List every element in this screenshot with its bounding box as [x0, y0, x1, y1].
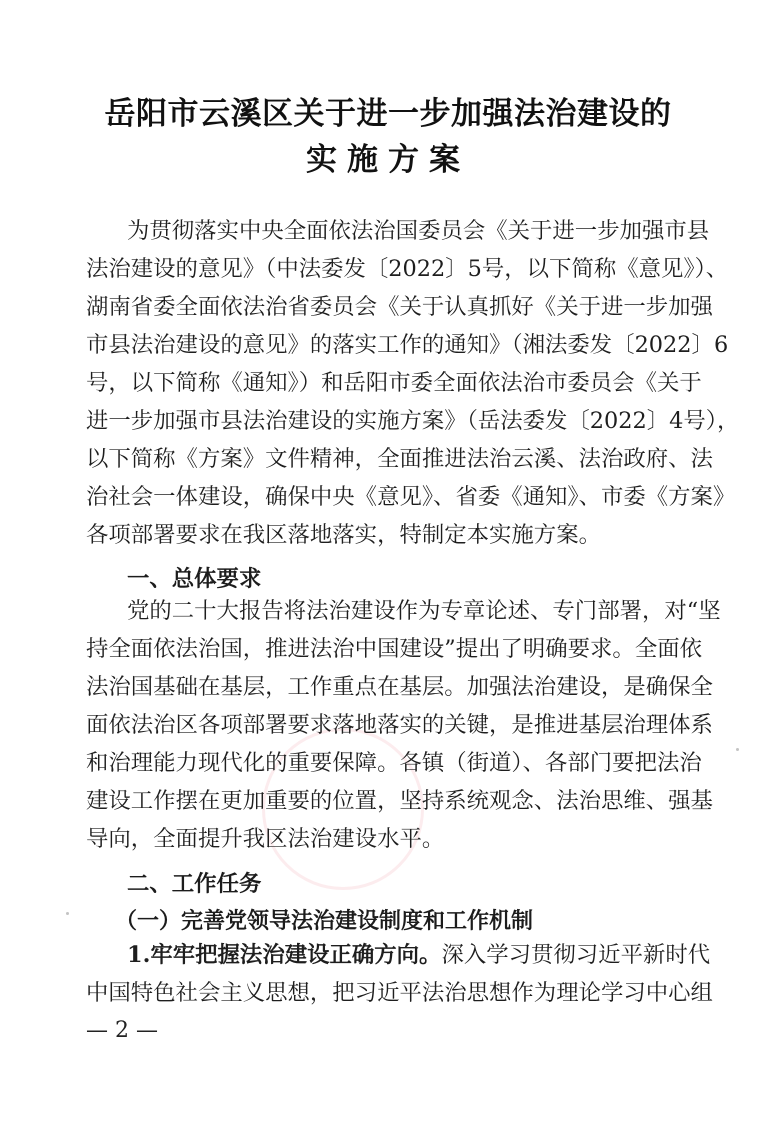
section1-line-7: 导向，全面提升我区法治建设水平。 [86, 826, 445, 852]
intro-line-8: 治社会一体建设，确保中央《意见》、省委《通知》、市委《方案》 [86, 484, 736, 510]
item1-text: 深入学习贯彻习近平新时代 [441, 942, 711, 968]
section-heading-general-requirements: 一、总体要求 [127, 566, 262, 592]
section1-line-3: 法治国基础在基层，工作重点在基层。加强法治建设，是确保全 [86, 674, 713, 700]
section1-line-1: 党的二十大报告将法治建设作为专章论述、专门部署，对“坚 [127, 598, 721, 624]
page-number: — 2 — [86, 1018, 158, 1043]
item1-line-2: 中国特色社会主义思想，把习近平法治思想作为理论学习中心组 [86, 980, 713, 1006]
scan-speck [66, 912, 69, 915]
intro-line-9: 各项部署要求在我区落地落实，特制定本实施方案。 [86, 522, 601, 548]
item1-lead: 1.牢牢把握法治建设正确方向。 [127, 942, 442, 968]
scan-speck [736, 748, 739, 751]
document-title-line-1: 岳阳市云溪区关于进一步加强法治建设的 [104, 96, 672, 132]
intro-line-5: 号，以下简称《通知》）和岳阳市委全面依法治市委员会《关于 [86, 370, 702, 396]
intro-line-1: 为贯彻落实中央全面依法治国委员会《关于进一步加强市县 [127, 218, 710, 244]
section1-line-5: 和治理能力现代化的重要保障。各镇（街道）、各部门要把法治 [86, 750, 702, 776]
section-heading-work-tasks: 二、工作任务 [127, 871, 262, 897]
intro-line-3: 湖南省委全面依法治省委员会《关于认真抓好《关于进一步加强 [86, 294, 713, 320]
intro-line-6: 进一步加强市县法治建设的实施方案》（岳法委发〔2022〕4号）， [86, 408, 740, 434]
section1-line-6: 建设工作摆在更加重要的位置，坚持系统观念、法治思维、强基 [86, 788, 713, 814]
intro-line-4: 市县法治建设的意见》的落实工作的通知》（湘法委发〔2022〕6 [86, 332, 729, 358]
item1-line-1 [127, 942, 711, 968]
intro-line-7: 以下简称《方案》文件精神，全面推进法治云溪、法治政府、法 [86, 446, 713, 472]
document-title-line-2: 实施方案 [306, 142, 470, 178]
subsection-heading-1: （一）完善党领导法治建设制度和工作机制 [115, 908, 534, 934]
intro-line-2: 法治建设的意见》（中法委发〔2022〕5号，以下简称《意见》）、 [86, 256, 729, 282]
section1-line-2: 持全面依法治国，推进法治中国建设”提出了明确要求。全面依 [86, 636, 702, 662]
section1-line-4: 面依法治区各项部署要求落地落实的关键，是推进基层治理体系 [86, 712, 713, 738]
